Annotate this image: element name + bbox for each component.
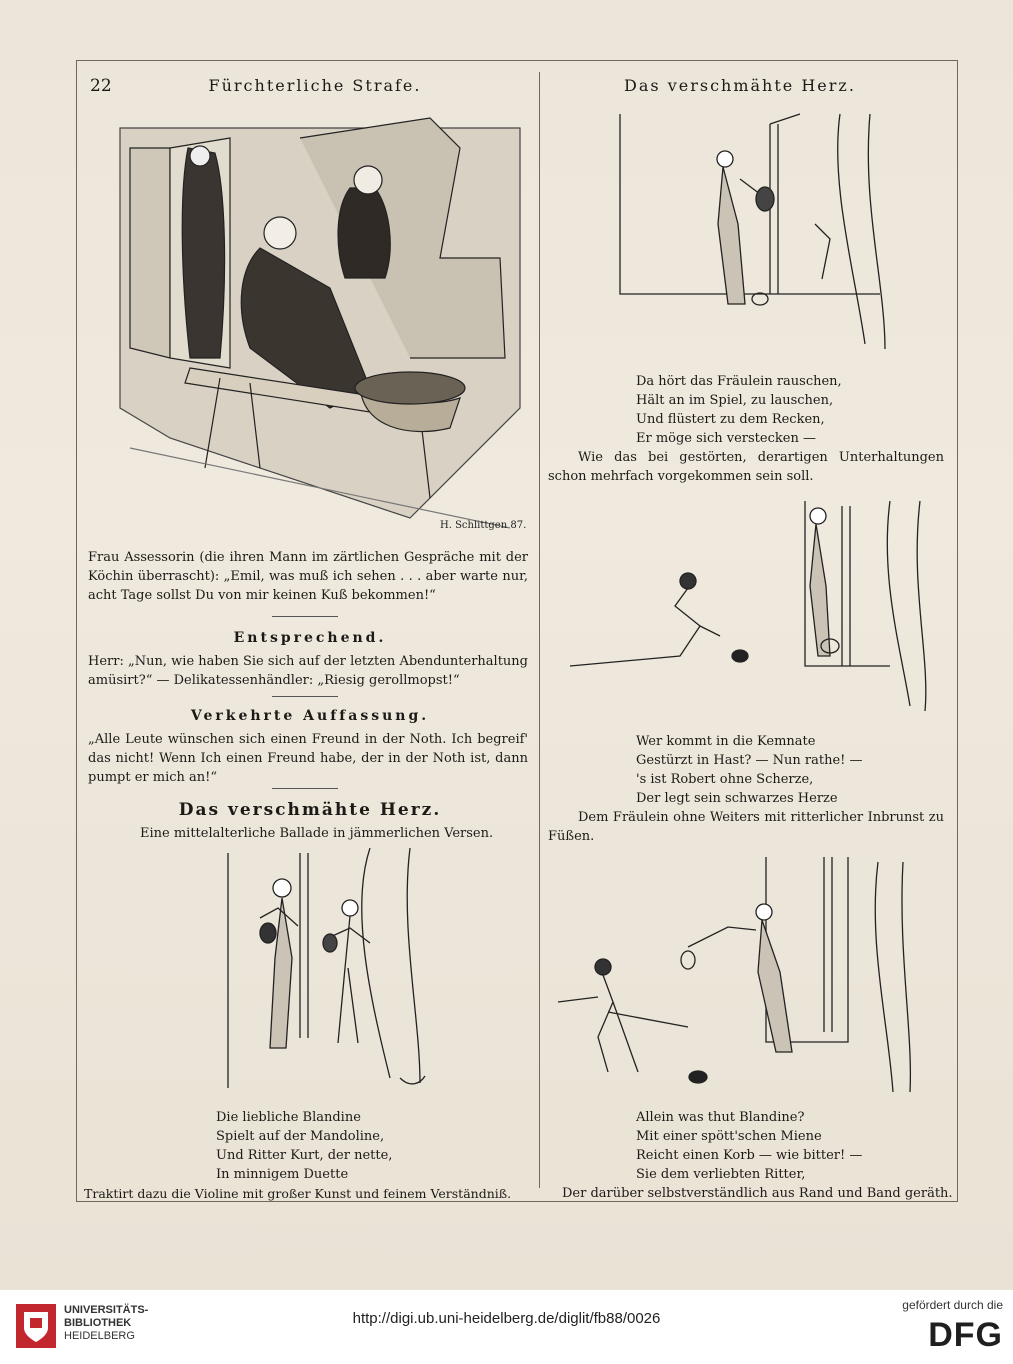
verse1-line5: Traktirt dazu die Violine mit großer Kunst und feinem Verständniß. [84, 1186, 512, 1201]
verse2-line2: Hält an im Spiel, zu lauschen, [636, 393, 834, 408]
verse2-line4: Er möge sich verstecken — [636, 431, 816, 446]
verse3-line1: Wer kommt in die Kemnate [636, 734, 816, 749]
verse4-line1: Allein was thut Blandine? [636, 1110, 805, 1125]
verse2-line1: Da hört das Fräulein rauschen, [636, 374, 842, 389]
verse3-line3: 's ist Robert ohne Scherze, [636, 772, 814, 787]
library-name-line1: UNIVERSITÄTS- [64, 1304, 149, 1316]
funded-by-label: gefördert durch die [902, 1298, 1003, 1312]
verse4-line5: Der darüber selbstverständlich aus Rand und Band geräth. [562, 1186, 953, 1201]
right-page-heading: Das verschmähte Herz. [624, 76, 856, 95]
permalink-url[interactable]: http://digi.ub.uni-heidelberg.de/diglit/fb88/0026 [352, 1310, 661, 1327]
knight-kneeling-illustration [560, 496, 930, 726]
ballad-subtitle: Eine mittelalterliche Ballade in jämmerlichen Versen. [140, 826, 494, 841]
verse2-line3: Und flüstert zu dem Recken, [636, 412, 825, 427]
kitchen-scene-illustration [110, 108, 530, 538]
ballad-title: Das verschmähte Herz. [178, 800, 442, 820]
basket-refusal-illustration [548, 852, 918, 1102]
illustration-signature: H. Schlittgen 87. [440, 520, 527, 531]
left-page-heading: Fürchterliche Strafe. [208, 76, 422, 95]
verse4-line2: Mit einer spött'schen Miene [636, 1129, 822, 1144]
section-title-entsprechend: Entsprechend. [233, 630, 387, 646]
duet-illustration [220, 848, 440, 1098]
verse4-line3: Reicht einen Korb — wie bitter! — [636, 1148, 863, 1163]
dfg-logo: DFG [928, 1316, 1003, 1354]
section-text-entsprechend: Herr: „Nun, wie haben Sie sich auf der letzten Abendunterhaltung amüsirt?“ — Delikatessenhändler: „Riesig gerollmopst!“ [88, 654, 528, 688]
verse1-line3: Und Ritter Kurt, der nette, [216, 1148, 393, 1163]
verse1-line1: Die liebliche Blandine [216, 1110, 361, 1125]
separator-rule [272, 696, 338, 697]
library-name-line2: BIBLIOTHEK [64, 1317, 132, 1329]
verse4-line4: Sie dem verliebten Ritter, [636, 1167, 806, 1182]
library-name-line3: HEIDELBERG [64, 1330, 135, 1342]
verse1-line4: In minnigem Duette [216, 1167, 349, 1182]
verse2-line5: Wie das bei gestörten, derartigen Unterhaltungen schon mehrfach vorgekommen sein soll. [548, 450, 944, 484]
section-title-verkehrte-auffassung: Verkehrte Auffassung. [190, 708, 430, 724]
separator-rule [272, 788, 338, 789]
column-divider [539, 72, 540, 1188]
caption-paragraph: Frau Assessorin (die ihren Mann im zärtlichen Gespräche mit der Köchin überrascht): „Emil, was muß ich sehen . . . aber warte nur, acht Tage sollst Du von mir keinen Kuß bekommen!“ [88, 550, 528, 603]
separator-rule [272, 616, 338, 617]
verse3-line5: Dem Fräulein ohne Weiters mit ritterlicher Inbrunst zu Füßen. [548, 810, 944, 844]
viewer-footer [0, 1290, 1013, 1364]
section-text-verkehrte-auffassung: „Alle Leute wünschen sich einen Freund in der Noth. Ich begreif' das nicht! Wenn Ich einen Freund habe, der in der Noth ist, dann pumpt er mich an!“ [88, 732, 528, 785]
page-number: 22 [90, 76, 112, 96]
verse3-line4: Der legt sein schwarzes Herze [636, 791, 838, 806]
lady-listening-illustration [600, 104, 890, 364]
verse1-line2: Spielt auf der Mandoline, [216, 1129, 385, 1144]
verse3-line2: Gestürzt in Hast? — Nun rathe! — [636, 753, 863, 768]
